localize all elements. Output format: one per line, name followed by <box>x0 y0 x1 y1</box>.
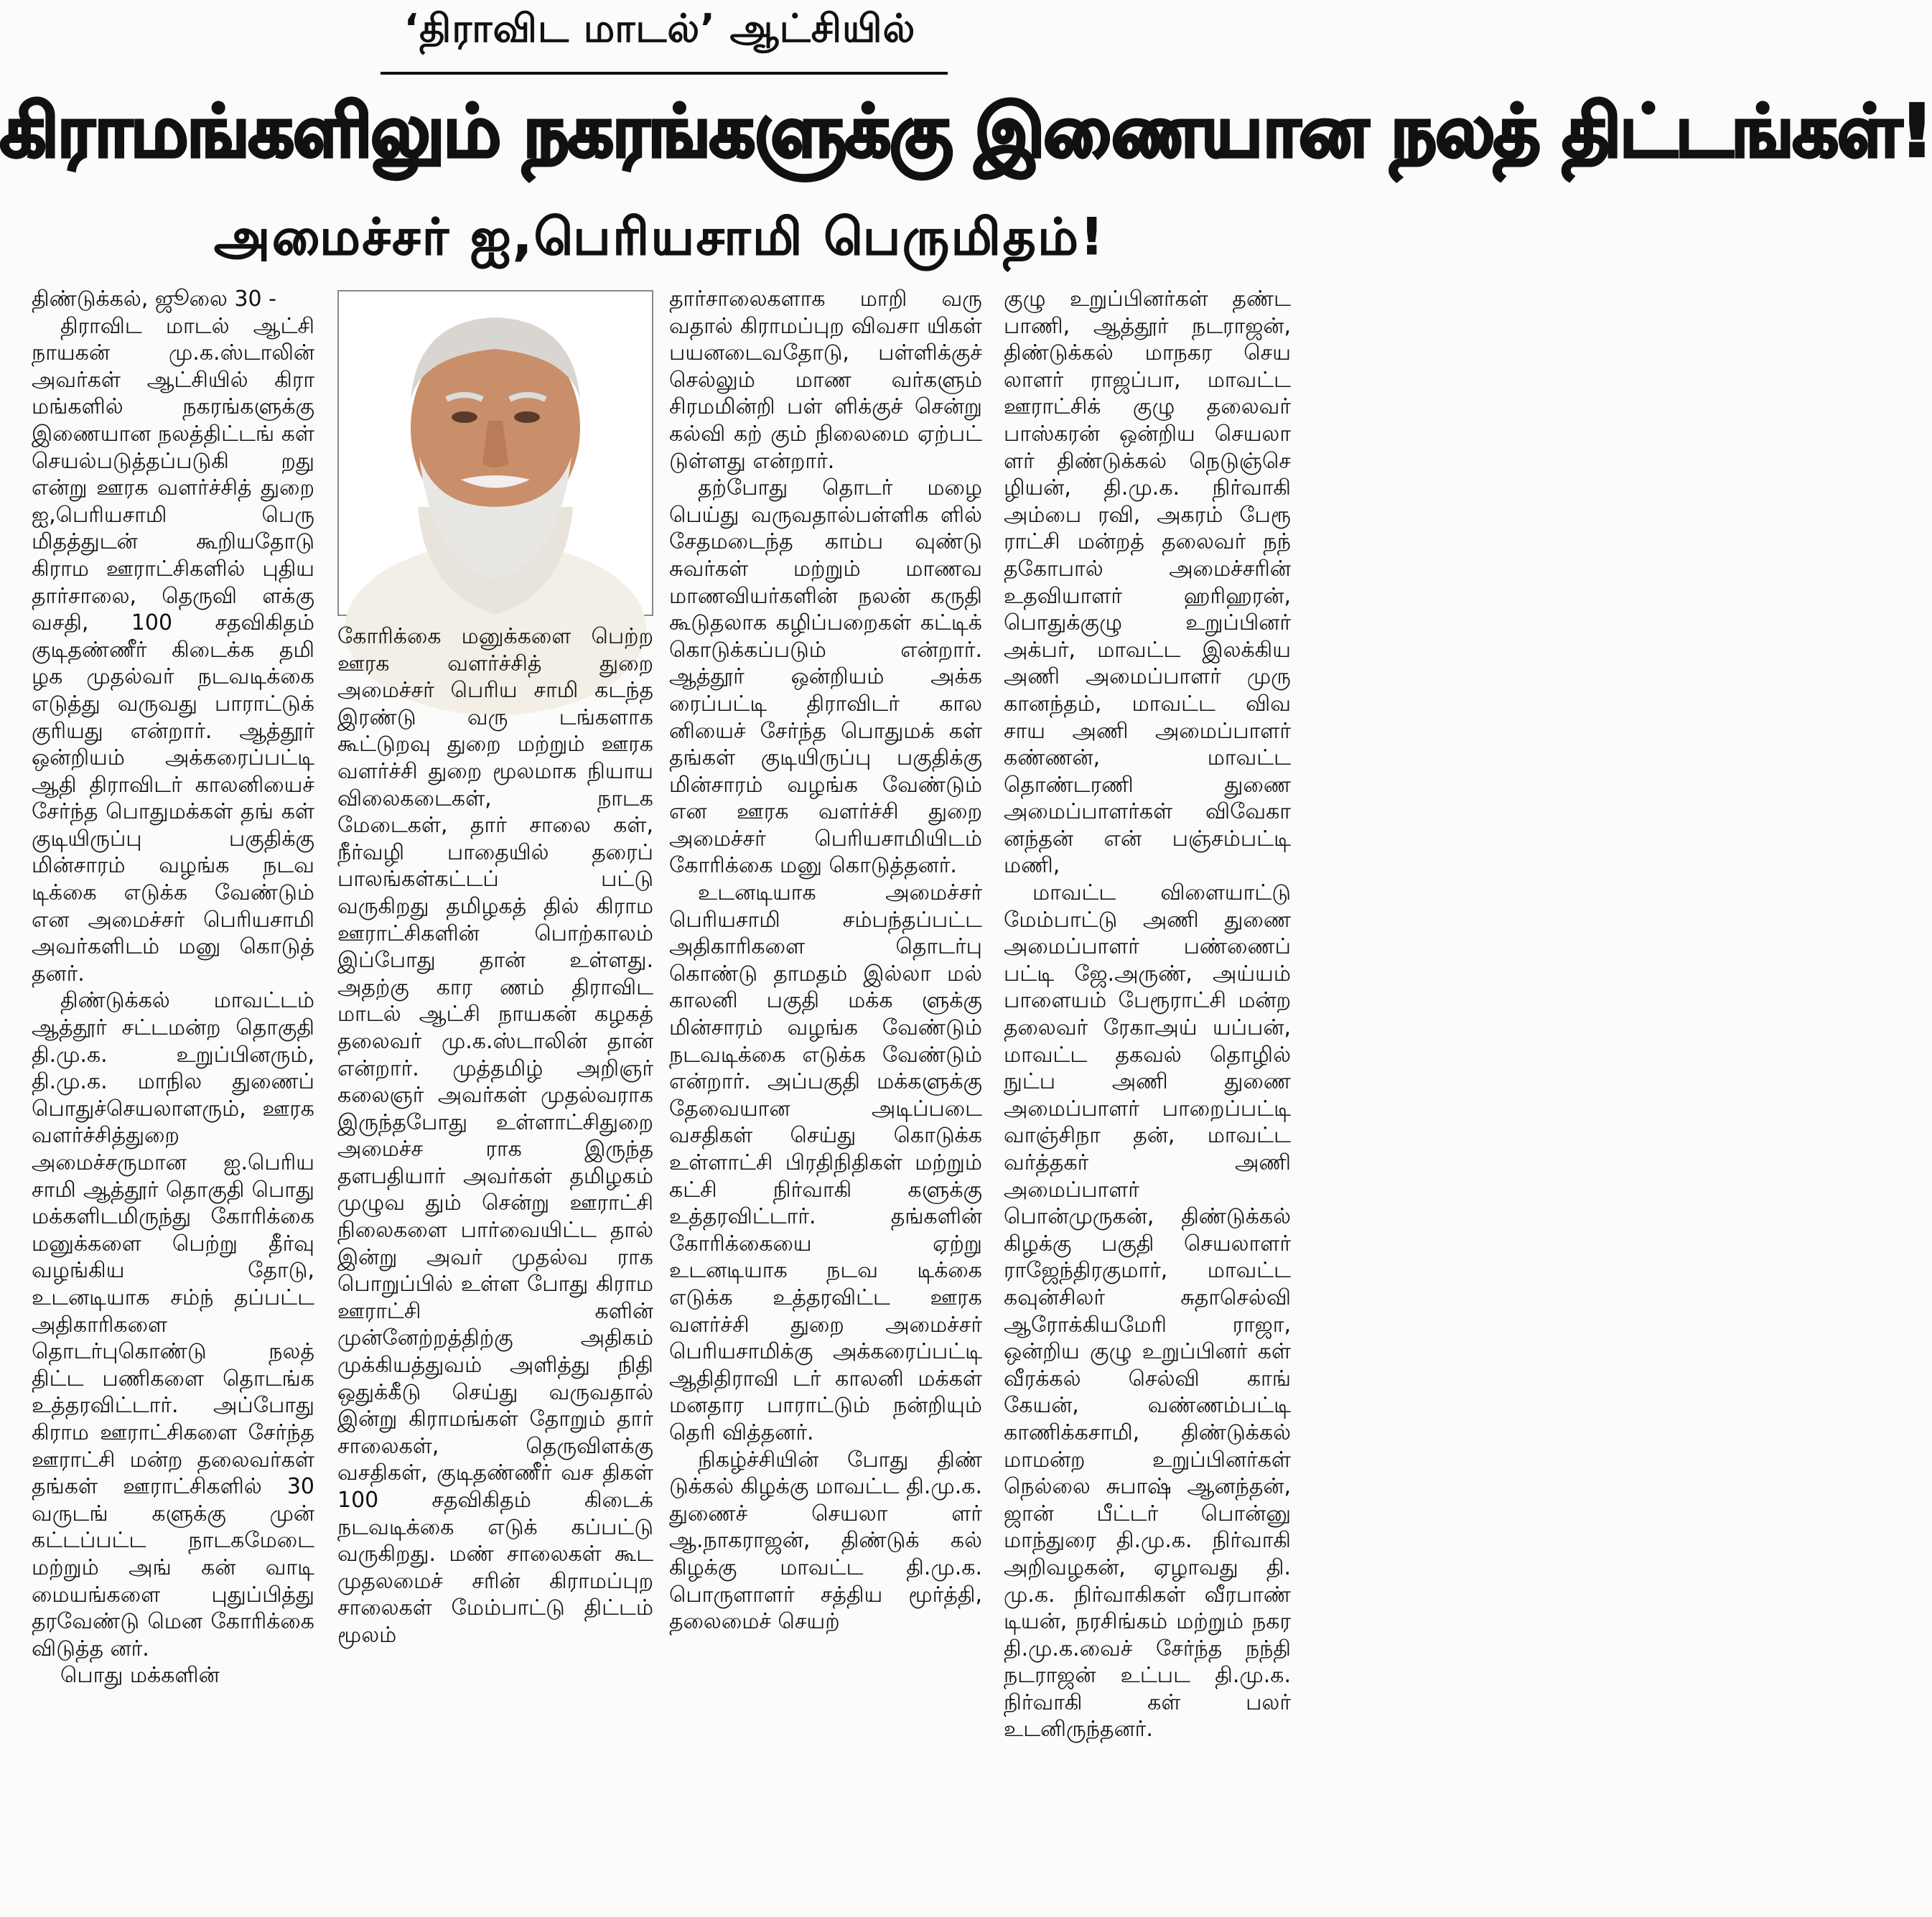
kicker-title: ‘திராவிட மாடல்’ ஆட்சியில் <box>403 6 916 51</box>
paragraph: திராவிட மாடல் ஆட்சி நாயகன் மு.க.ஸ்டாலின் அவர்கள் ஆட்சியில் கிரா மங்களில் நகரங்களுக்கு இணையான நலத்திட்டங் கள் செயல்படுத்தப்படுகி றது என்று ஊரக வளர்ச்சித் துறை ஐ,பெரியசாமி பெரு மிதத்துடன் கூறியதோடு கிராம ஊராட்சிகளில் புதிய தார்சாலை, தெருவி ளக்கு வசதி, 100 சதவிகிதம் குடிதண்ணீர் கிடைக்க தமி ழக முதல்வர் நடவடிக்கை எடுத்து வருவது பாராட்டுக் குரியது என்றார். ஆத்தூர் ஒன்றியம் அக்கரைப்பட்டி ஆதி திராவிடர் காலனியைச் சேர்ந்த பொதுமக்கள் தங் கள் குடியிருப்பு பகுதிக்கு மின்சாரம் வழங்க நடவ டிக்கை எடுக்க வேண்டும் என அமைச்சர் பெரியசாமி அவர்களிடம் மனு கொடுத் தனர். <box>32 313 314 987</box>
portrait-icon <box>339 291 652 615</box>
paragraph: கோரிக்கை மனுக்களை பெற்ற ஊரக வளர்ச்சித் துறை அமைச்சர் பெரிய சாமி கடந்த இரண்டு வரு டங்களாக கூட்டுறவு துறை மற்றும் ஊரக வளர்ச்சி துறை மூலமாக நியாய விலைகடைகள், நாடக மேடைகள், தார் சாலை கள், நீர்வழி பாதையில் தரைப் பாலங்கள்கட்டப் பட்டு வருகிறது தமிழகத் தில் கிராம ஊராட்சிகளின் பொற்காலம் இப்போது தான் உள்ளது. அதற்கு கார ணம் திராவிட மாடல் ஆட்சி நாயகன் கழகத் தலைவர் மு.க.ஸ்டாலின் தான் என்றார். முத்தமிழ் அறிஞர் கலைஞர் அவர்கள் முதல்வராக இருந்தபோது உள்ளாட்சிதுறை அமைச்ச ராக இருந்த தளபதியார் அவர்கள் தமிழகம் முழுவ தும் சென்று ஊராட்சி நிலைகளை பார்வையிட்ட தால் இன்று அவர் முதல்வ ராக பொறுப்பில் உள்ள போது கிராம ஊராட்சி களின் முன்னேற்றத்திற்கு அதிகம் முக்கியத்துவம் அளித்து நிதி ஒதுக்கீடு செய்து வருவதால் இன்று கிராமங்கள் தோறும் தார் சாலைகள், தெருவிளக்கு வசதிகள், குடிதண்ணீர் வச திகள் 100 சதவிகிதம் கிடைக் நடவடிக்கை எடுக் கப்பட்டு வருகிறது. மண் சாலைகள் கூட முதலமைச் சரின் கிராமப்புற சாலைகள் மேம்பாட்டு திட்டம் மூலம் <box>337 624 653 1648</box>
paragraph: மாவட்ட விளையாட்டு மேம்பாட்டு அணி துணை அமைப்பாளர் பண்ணைப் பட்டி ஜே.அருண், அய்யம் பாளையம் பேரூராட்சி மன்ற தலைவர் ரேகாஅய் யப்பன், மாவட்ட தகவல் தொழில் நுட்ப அணி துணை அமைப்பாளர் பாறைப்பட்டி வாஞ்சிநா தன், மாவட்ட வர்த்தகர் அணி அமைப்பாளர் பொன்முருகன், திண்டுக்கல் கிழக்கு பகுதி செயலாளர் ராஜேந்திரகுமார், மாவட்ட கவுன்சிலர் சுதாசெல்வி ஆரோக்கியமேரி ராஜா, ஒன்றிய குழு உறுப்பினர் கள் வீரக்கல் செல்வி காங் கேயன், வண்ணம்பட்டி காணிக்கசாமி, திண்டுக்கல் மாமன்ற உறுப்பினர்கள் நெல்லை சுபாஷ் ஆனந்தன், ஜான் பீட்டர் பொன்னு மாந்துரை தி.மு.க. நிர்வாகி அறிவழகன், ஏழாவது தி. மு.க. நிர்வாகிகள் வீரபாண் டியன், நரசிங்கம் மற்றும் நகர தி.மு.க.வைச் சேர்ந்த நந்தி நடராஜன் உட்பட தி.மு.க. நிர்வாகி கள் பலர் உடனிருந்தனர். <box>1004 880 1291 1743</box>
paragraph: நிகழ்ச்சியின் போது திண் டுக்கல் கிழக்கு மாவட்ட தி.மு.க. துணைச் செயலா ளர் ஆ.நாகராஜன், திண்டுக் கல் கிழக்கு மாவட்ட தி.மு.க. பொருளாளர் சத்திய மூர்த்தி, தலைமைச் செயற் <box>669 1447 982 1635</box>
paragraph: தார்சாலைகளாக மாறி வரு வதால் கிராமப்புற விவசா யிகள் பயனடைவதோடு, பள்ளிக்குச் செல்லும் மாண வர்களும் சிரமமின்றி பள் ளிக்குச் சென்று கல்வி கற் கும் நிலைமை ஏற்பட் டுள்ளது என்றார். <box>669 286 982 474</box>
paragraph: திண்டுக்கல் மாவட்டம் ஆத்தூர் சட்டமன்ற தொகுதி தி.மு.க. உறுப்பினரும், தி.மு.க. மாநில துணைப் பொதுச்செயலாளரும், ஊரக வளர்ச்சித்துறை அமைச்சருமான ஐ.பெரிய சாமி ஆத்தூர் தொகுதி பொது மக்களிடமிருந்து கோரிக்கை மனுக்களை பெற்று தீர்வு வழங்கிய தோடு, உடனடியாக சம்ந் தப்பட்ட அதிகாரிகளை தொடர்புகொண்டு நலத் திட்ட பணிகளை தொடங்க உத்தரவிட்டார். அப்போது கிராம ஊராட்சிகளை சேர்ந்த ஊராட்சி மன்ற தலைவர்கள் தங்கள் ஊராட்சிகளில் 30 வருடங் களுக்கு முன் கட்டப்பட்ட நாடகமேடை மற்றும் அங் கன் வாடி மையங்களை புதுப்பித்து தரவேண்டு மென கோரிக்கை விடுத்த னர். <box>32 988 314 1661</box>
article-column-4 <box>1004 286 1291 1917</box>
paragraph: குழு உறுப்பினர்கள் தண்ட பாணி, ஆத்தூர் நடராஜன், திண்டுக்கல் மாநகர செய லாளர் ராஜப்பா, மாவட்ட ஊராட்சிக் குழு தலைவர் பாஸ்கரன் ஒன்றிய செயலா ளர் திண்டுக்கல் நெடுஞ்செ ழியன், தி.மு.க. நிர்வாகி அம்பை ரவி, அகரம் பேரூ ராட்சி மன்றத் தலைவர் நந் தகோபால் அமைச்சரின் உதவியாளர் ஹரிஹரன், பொதுக்குழு உறுப்பினர் அக்பர், மாவட்ட இலக்கிய அணி அமைப்பாளர் முரு கானந்தம், மாவட்ட விவ சாய அணி அமைப்பாளர் கண்ணன், மாவட்ட தொண்டரணி துணை அமைப்பாளர்கள் விவேகா னந்தன் என் பஞ்சம்பட்டி மணி, <box>1004 286 1291 879</box>
minister-portrait-photo <box>337 290 653 616</box>
paragraph: உடனடியாக அமைச்சர் பெரியசாமி சம்பந்தப்பட்ட அதிகாரிகளை தொடர்பு கொண்டு தாமதம் இல்லா மல் காலனி பகுதி மக்க ளுக்கு மின்சாரம் வழங்க வேண்டும் நடவடிக்கை எடுக்க வேண்டும் என்றார். அப்பகுதி மக்களுக்கு தேவையான அடிப்படை வசதிகள் செய்து கொடுக்க உள்ளாட்சி பிரதிநிதிகள் மற்றும் கட்சி நிர்வாகி களுக்கு உத்தரவிட்டார். தங்களின் கோரிக்கையை ஏற்று உடனடியாக நடவ டிக்கை எடுக்க உத்தரவிட்ட ஊரக வளர்ச்சி துறை அமைச்சர் பெரியசாமிக்கு அக்கரைப்பட்டி ஆதிதிராவி டர் காலனி மக்கள் மனதார பாராட்டும் நன்றியும் தெரி வித்தனர். <box>669 880 982 1445</box>
article-column-3 <box>669 286 982 1917</box>
kicker-underline <box>381 72 948 75</box>
article-column-1 <box>32 286 314 1917</box>
paragraph: தற்போது தொடர் மழை பெய்து வருவதால்பள்ளிக ளில் சேதமடைந்த காம்ப வுண்டு சுவர்கள் மற்றும் மாணவ மாணவியர்களின் நலன் கருதி கூடுதலாக கழிப்பறைகள் கட்டிக் கொடுக்கப்படும் என்றார். ஆத்தூர் ஒன்றியம் அக்க ரைப்பட்டி திராவிடர் கால னியைச் சேர்ந்த பொதுமக் கள் தங்கள் குடியிருப்பு பகுதிக்கு மின்சாரம் வழங்க வேண்டும் என ஊரக வளர்ச்சி துறை அமைச்சர் பெரியசாமியிடம் கோரிக்கை மனு கொடுத்தனர். <box>669 475 982 879</box>
dateline: திண்டுக்கல், ஜூலை 30 - <box>32 286 277 312</box>
headline: கிராமங்களிலும் நகரங்களுக்கு இணையான நலத் திட்டங்கள்! <box>0 89 1932 173</box>
subheadline: அமைச்சர் ஐ,பெரியசாமி பெருமிதம்! <box>214 207 1106 266</box>
paragraph: பொது மக்களின் <box>60 1663 220 1689</box>
article-column-2 <box>337 623 653 1917</box>
